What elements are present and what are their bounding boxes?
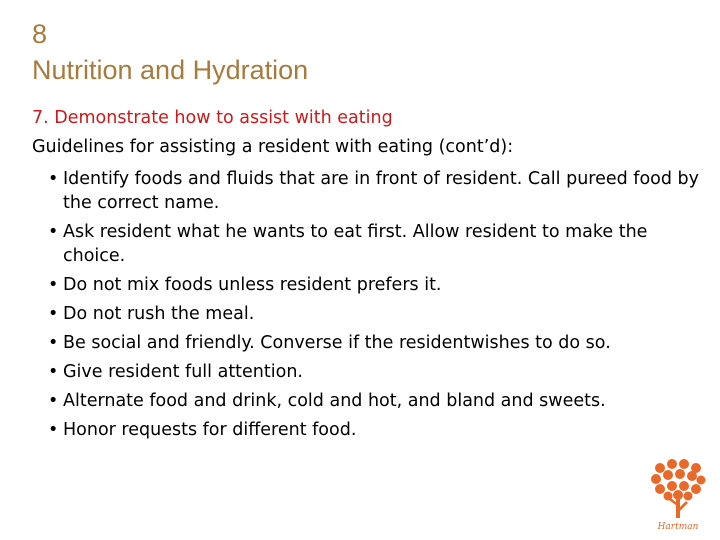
bullet: • [48, 391, 59, 411]
list-item-text: Do not mix foods unless resident prefers it. [63, 275, 442, 295]
chapter-title: Nutrition and Hydration [32, 55, 309, 85]
guideline-list [32, 167, 712, 442]
bullet: • [48, 420, 59, 440]
chapter-number: 8 [32, 19, 48, 49]
list-item [32, 302, 708, 326]
hartman-logo [648, 458, 708, 532]
logo-text: Hartman [657, 522, 699, 532]
bullet: • [48, 333, 59, 353]
list-item [32, 331, 708, 355]
intro-text: Guidelines for assisting a resident with eating (cont’d): [32, 137, 514, 157]
slide-content [32, 104, 712, 442]
list-item-text: Ask resident what he wants to eat first. Allow resident to make the choice. [63, 222, 648, 266]
list-item-text: Honor requests for different food. [63, 420, 357, 440]
bullet: • [48, 304, 59, 324]
list-item-text: Be social and friendly. Converse if the residentwishes to do so. [63, 333, 611, 353]
list-item [32, 273, 708, 297]
list-item [32, 167, 708, 215]
list-item-text: Do not rush the meal. [63, 304, 255, 324]
list-item-text: Identify foods and fluids that are in front of resident. Call pureed food by the correct name. [63, 169, 700, 213]
bullet: • [48, 222, 59, 242]
bullet: • [48, 362, 59, 382]
list-item-text: Alternate food and drink, cold and hot, and bland and sweets. [63, 391, 606, 411]
section-subtitle: 7. Demonstrate how to assist with eating [32, 108, 393, 128]
list-item-text: Give resident full attention. [63, 362, 303, 382]
heart-tree-icon [651, 459, 706, 518]
slide-title [32, 16, 308, 88]
bullet: • [48, 169, 59, 189]
list-item [32, 418, 708, 442]
bullet: • [48, 275, 59, 295]
list-item [32, 389, 708, 413]
list-item [32, 220, 708, 268]
list-item [32, 360, 708, 384]
